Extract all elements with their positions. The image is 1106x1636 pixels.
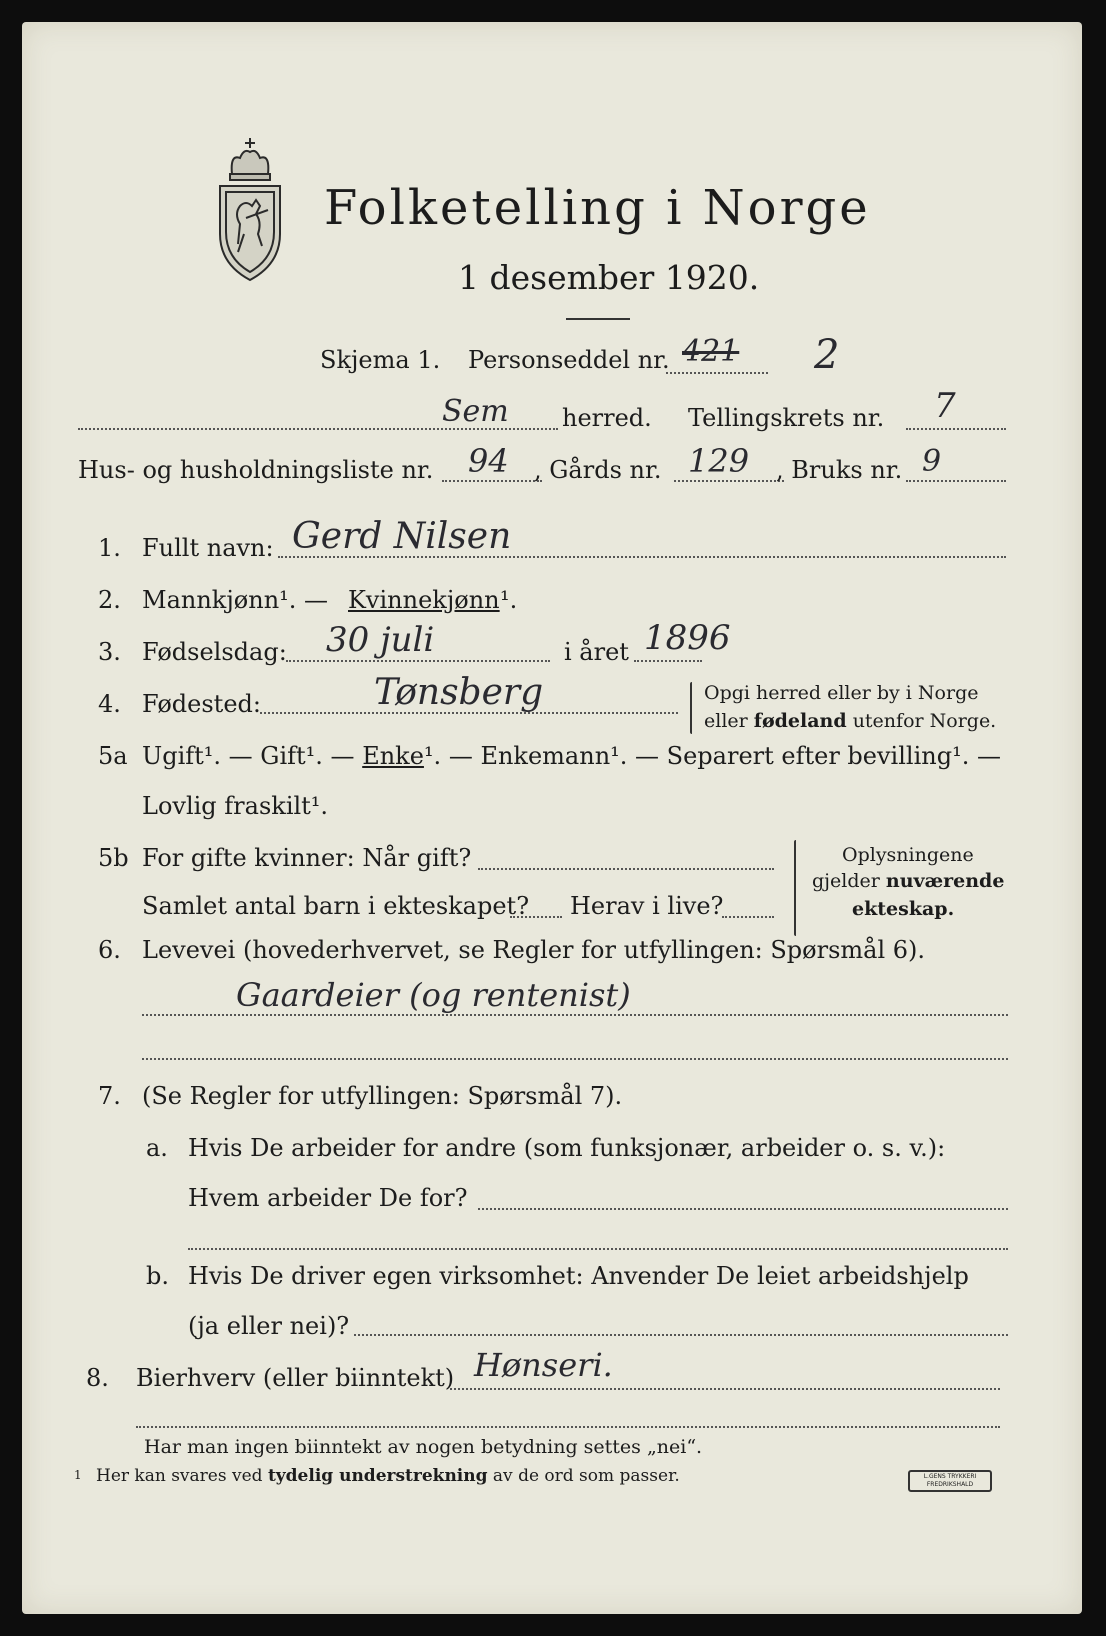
q7b-line1: Hvis De driver egen virksomhet: Anvender De leiet arbeidshjelp	[188, 1262, 969, 1290]
q7-number: 7.	[98, 1082, 121, 1110]
q5b-children-label: Samlet antal barn i ekteskapet?	[142, 892, 530, 920]
bruks-value: 9	[922, 444, 942, 479]
gards-value: 129	[688, 442, 750, 480]
q3-year-dotline	[634, 660, 702, 662]
personseddel-label: Personseddel nr.	[468, 346, 670, 374]
q7b-number: b.	[146, 1262, 169, 1290]
q4-label: Fødested:	[142, 690, 261, 718]
footer-note: Har man ingen biinntekt av nogen betydning settes „nei“.	[144, 1436, 703, 1458]
q2-male-option: Mannkjønn¹. —	[142, 586, 329, 614]
personseddel-struck-value: 421	[682, 334, 740, 369]
q3-birthday-value: 30 juli	[326, 620, 435, 660]
q3-year-label: i året	[564, 638, 629, 666]
q5b-alive-dotline	[722, 916, 774, 918]
hus-dotline	[442, 480, 542, 482]
q6-label: Levevei (hovederhvervet, se Regler for utfyllingen: Spørsmål 6).	[142, 936, 926, 964]
q3-label: Fødselsdag:	[142, 638, 287, 666]
coat-of-arms-icon	[210, 134, 290, 284]
q3-day-dotline	[286, 660, 550, 662]
form-title: Folketelling i Norge	[324, 180, 871, 236]
q2-female-footnote: ¹.	[500, 586, 518, 614]
q8-label: Bierhverv (eller biinntekt)	[136, 1364, 455, 1392]
q4-note-line2: eller fødeland utenfor Norge.	[704, 710, 997, 732]
herred-value: Sem	[442, 394, 509, 429]
q5a-line1: Ugift¹. — Gift¹. — Enke¹. — Enkemann¹. — Separert efter bevilling¹. —	[142, 742, 1001, 770]
hus-value: 94	[468, 442, 509, 480]
tellingskrets-value: 7	[934, 386, 956, 426]
q5b-alive-label: Herav i live?	[570, 892, 724, 920]
q2-number: 2.	[98, 586, 121, 614]
q5b-note-brace	[794, 840, 796, 936]
q4-number: 4.	[98, 690, 121, 718]
title-divider	[566, 318, 630, 320]
skjema-label: Skjema 1.	[320, 346, 441, 374]
q6-occupation-value: Gaardeier (og rentenist)	[236, 976, 631, 1014]
q7a-number: a.	[146, 1134, 168, 1162]
q4-birthplace-value: Tønsberg	[374, 672, 544, 713]
q7b-line2: (ja eller nei)?	[188, 1312, 350, 1340]
q7a-dotline-2	[188, 1248, 1008, 1250]
q5b-when-dotline	[478, 868, 774, 870]
printer-stamp: L.GENS TRYKKERI FREDRIKSHALD	[908, 1470, 992, 1492]
q3-number: 3.	[98, 638, 121, 666]
q7a-line2: Hvem arbeider De for?	[188, 1184, 468, 1212]
q1-label: Fullt navn:	[142, 534, 274, 562]
q3-year-value: 1896	[644, 618, 731, 658]
q7b-dotline	[354, 1334, 1008, 1336]
tellingskrets-dotline	[906, 428, 1006, 430]
q7-label: (Se Regler for utfyllingen: Spørsmål 7).	[142, 1082, 623, 1110]
gards-dotline	[674, 480, 784, 482]
footnote-number: 1	[74, 1468, 82, 1482]
q4-note-line1: Opgi herred eller by i Norge	[704, 682, 979, 704]
q7a-dotline-1	[478, 1208, 1008, 1210]
q5b-children-dotline	[510, 916, 562, 918]
q5a-enke-option: Enke	[362, 742, 424, 770]
census-form-page	[22, 22, 1082, 1614]
bruks-label: , Bruks nr.	[776, 456, 903, 484]
footnote-text: Her kan svares ved tydelig understrekning av de ord som passer.	[96, 1466, 680, 1486]
q4-note-brace	[690, 682, 692, 734]
hus-label: Hus- og husholdningsliste nr.	[78, 456, 434, 484]
q5b-note-line3: ekteskap.	[852, 898, 955, 920]
q7a-line1: Hvis De arbeider for andre (som funksjonær, arbeider o. s. v.):	[188, 1134, 946, 1162]
herred-label: herred.	[562, 404, 652, 432]
q6-dotline-1	[142, 1014, 1008, 1016]
census-date: 1 desember 1920.	[458, 258, 760, 297]
q1-full-name-value: Gerd Nilsen	[292, 516, 512, 557]
q2-female-option: Kvinnekjønn	[348, 586, 500, 614]
q8-dotline-2	[136, 1426, 1000, 1428]
q1-number: 1.	[98, 534, 121, 562]
personseddel-dotline	[666, 372, 768, 374]
q5a-line2: Lovlig fraskilt¹.	[142, 792, 329, 820]
q6-number: 6.	[98, 936, 121, 964]
gards-label: , Gårds nr.	[534, 456, 662, 484]
q8-number: 8.	[86, 1364, 109, 1392]
q5a-number: 5a	[98, 742, 128, 770]
bruks-dotline	[906, 480, 1006, 482]
q5b-number: 5b	[98, 844, 129, 872]
q5b-line1: For gifte kvinner: Når gift?	[142, 844, 472, 872]
q5b-note-line1: Oplysningene	[842, 844, 974, 866]
q5b-note-line2: gjelder nuværende	[812, 870, 1005, 892]
q8-dotline-1	[450, 1388, 1000, 1390]
q8-side-income-value: Hønseri.	[474, 1346, 613, 1384]
personseddel-value: 2	[814, 332, 840, 378]
q6-dotline-2	[142, 1058, 1008, 1060]
tellingskrets-label: Tellingskrets nr.	[688, 404, 885, 432]
